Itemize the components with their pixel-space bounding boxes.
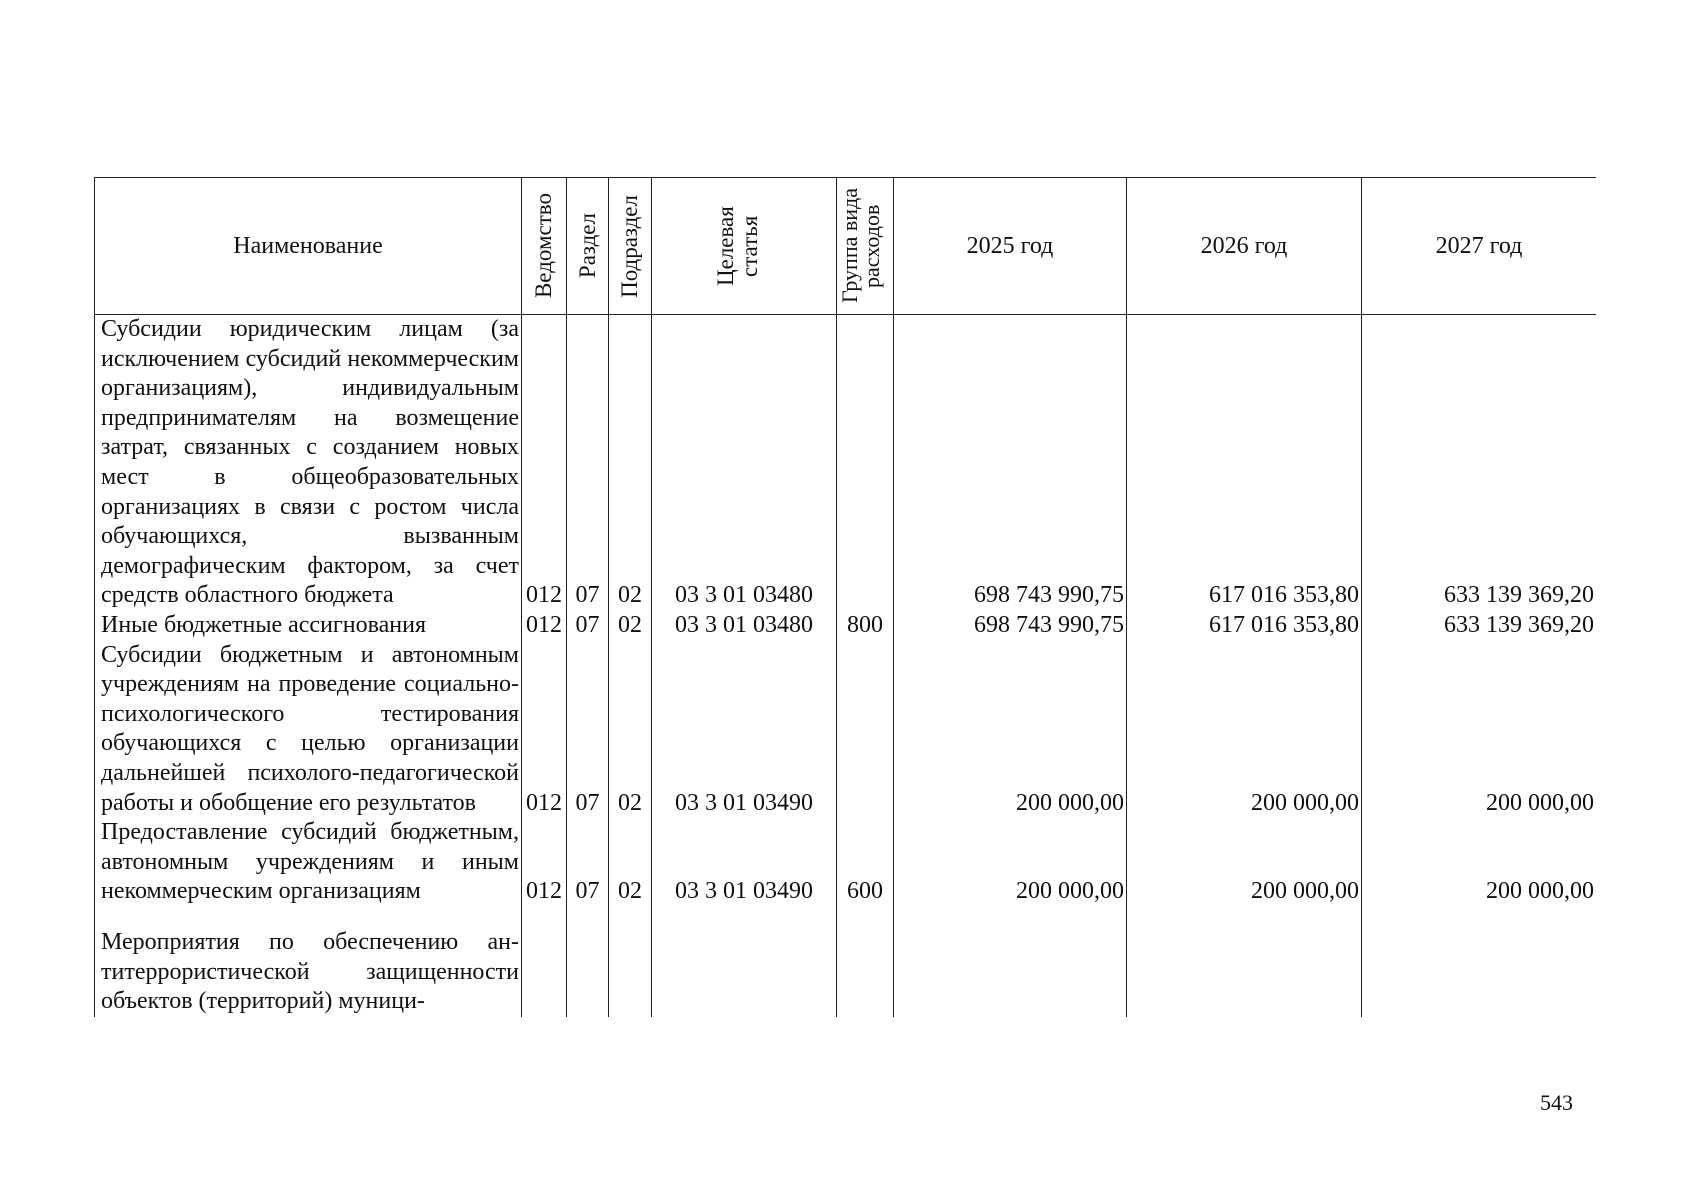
header-department-label: Ведомство [531, 193, 556, 299]
row-2026: 617 016 353,80 [1127, 315, 1362, 611]
row-2027: 633 139 369,20 [1362, 315, 1597, 611]
row-expense-group [837, 907, 894, 1017]
row-2027: 200 000,00 [1362, 818, 1597, 907]
row-name: Мероприятия по обеспечению антитеррористической защищенности объектов (территорий) муници- [95, 907, 522, 1017]
header-subsection-label: Подраздел [617, 194, 642, 298]
row-2025 [894, 907, 1127, 1017]
table-row [95, 907, 1597, 1017]
row-department: 012 [522, 641, 567, 819]
row-expense-group: 600 [837, 818, 894, 907]
row-department: 012 [522, 818, 567, 907]
header-target-article [652, 178, 837, 315]
header-department [522, 178, 567, 315]
row-2025: 200 000,00 [894, 818, 1127, 907]
row-2025: 200 000,00 [894, 641, 1127, 819]
row-2026: 200 000,00 [1127, 818, 1362, 907]
row-expense-group [837, 315, 894, 611]
table-row [95, 611, 1597, 641]
row-target-article: 03 3 01 03490 [652, 818, 837, 907]
row-subsection: 02 [609, 641, 652, 819]
header-row [95, 178, 1597, 315]
table-row [95, 818, 1597, 907]
row-2025: 698 743 990,75 [894, 315, 1127, 611]
row-department: 012 [522, 611, 567, 641]
row-2026 [1127, 907, 1362, 1017]
row-name: Предоставление субсидий бюджетным, автономным учреждениям и иным некоммерческим организациям [95, 818, 522, 907]
row-2025: 698 743 990,75 [894, 611, 1127, 641]
row-2027: 200 000,00 [1362, 641, 1597, 819]
header-section [567, 178, 609, 315]
row-2026: 617 016 353,80 [1127, 611, 1362, 641]
page-number: 543 [1540, 1090, 1573, 1115]
row-2026: 200 000,00 [1127, 641, 1362, 819]
row-2027 [1362, 907, 1597, 1017]
row-target-article: 03 3 01 03490 [652, 641, 837, 819]
header-expense-group-label: Группа вида расходов [837, 188, 884, 304]
row-section: 07 [567, 611, 609, 641]
header-expense-group [837, 178, 894, 315]
row-2027: 633 139 369,20 [1362, 611, 1597, 641]
row-subsection: 02 [609, 611, 652, 641]
header-year-2026: 2026 год [1127, 178, 1362, 315]
header-year-2027: 2027 год [1362, 178, 1597, 315]
row-section [567, 907, 609, 1017]
row-subsection [609, 907, 652, 1017]
table-row [95, 315, 1597, 611]
row-section: 07 [567, 818, 609, 907]
row-section: 07 [567, 641, 609, 819]
header-subsection [609, 178, 652, 315]
row-target-article [652, 907, 837, 1017]
header-name: Наименование [95, 178, 522, 315]
header-target-article-label: Целевая статья [713, 206, 762, 286]
row-subsection: 02 [609, 315, 652, 611]
row-expense-group: 800 [837, 611, 894, 641]
header-year-2025: 2025 год [894, 178, 1127, 315]
row-department: 012 [522, 315, 567, 611]
row-subsection: 02 [609, 818, 652, 907]
row-name: Субсидии бюджетным и автономным учреждениям на проведение социально-психологического тестирования обучающихся с целью организации дальнейшей психолого-педагогической работы и обобщение его результатов [95, 641, 522, 819]
budget-table [94, 177, 1596, 1017]
table-row [95, 641, 1597, 819]
row-expense-group [837, 641, 894, 819]
row-name: Субсидии юридическим лицам (за исключением субсидий некоммерческим организациям), индивидуальным предпринимателям на возмещение затрат, связанных с созданием новых мест в общеобразовательных организациях в связи с ростом числа обучающихся, вызванным демографическим фактором, за счет средств областного бюджета [95, 315, 522, 611]
row-department [522, 907, 567, 1017]
header-section-label: Раздел [574, 213, 600, 279]
row-name: Иные бюджетные ассигнования [95, 611, 522, 641]
row-section: 07 [567, 315, 609, 611]
budget-sheet [94, 177, 1596, 1087]
row-target-article: 03 3 01 03480 [652, 611, 837, 641]
row-target-article: 03 3 01 03480 [652, 315, 837, 611]
